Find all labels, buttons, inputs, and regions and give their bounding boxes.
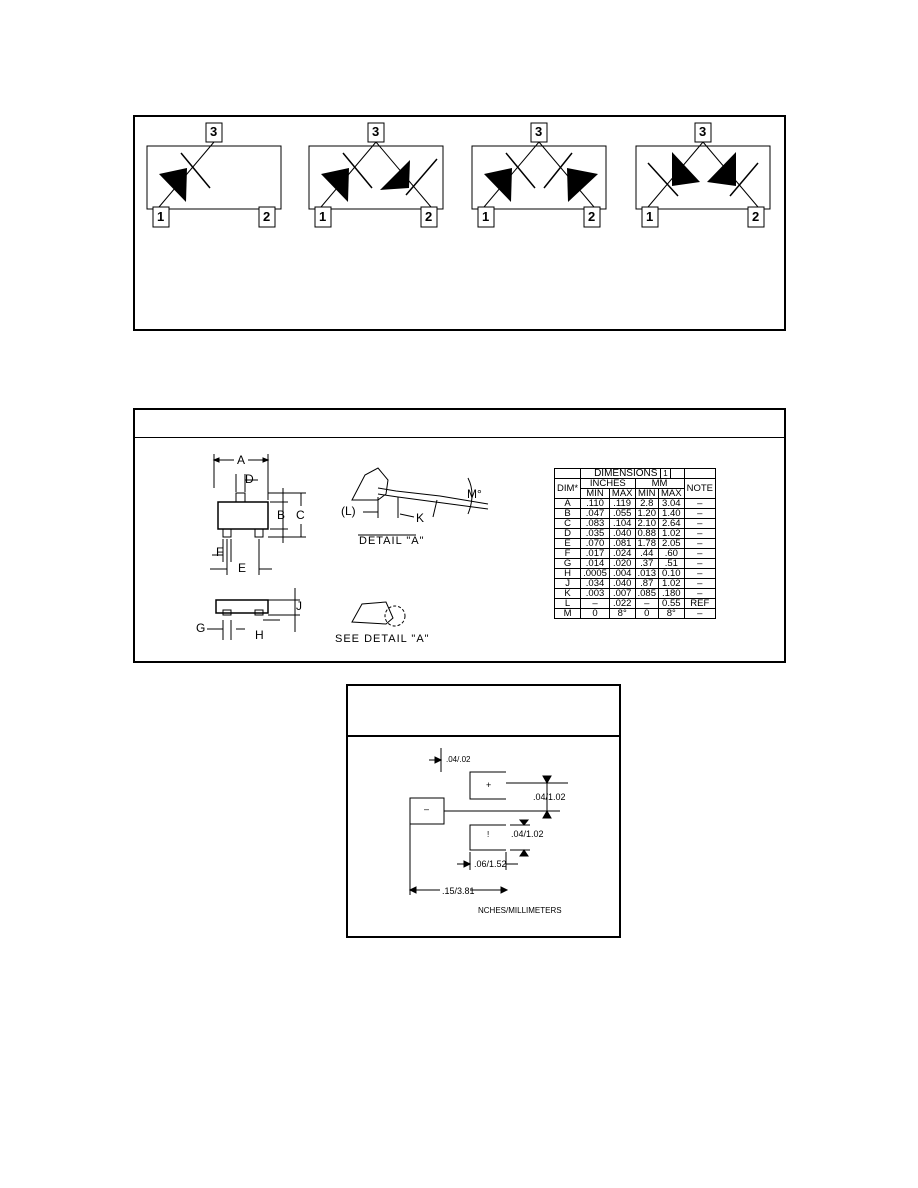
cell-in-min: .047 bbox=[581, 509, 610, 519]
detail-a-caption: DETAIL "A" bbox=[359, 535, 425, 547]
dim-label-g: G bbox=[196, 621, 206, 635]
cell-dim: E bbox=[555, 539, 581, 549]
cell-note: – bbox=[684, 549, 715, 559]
cell-dim: G bbox=[555, 559, 581, 569]
cell-note: – bbox=[684, 499, 715, 509]
cell-dim: F bbox=[555, 549, 581, 559]
cell-in-max: 8° bbox=[609, 609, 635, 619]
cell-note: – bbox=[684, 569, 715, 579]
cell-in-min: .070 bbox=[581, 539, 610, 549]
config-2-pin-2-label: 2 bbox=[425, 209, 433, 224]
cell-dim: D bbox=[555, 529, 581, 539]
cell-mm-min: – bbox=[635, 599, 659, 609]
cell-mm-min: 1.78 bbox=[635, 539, 659, 549]
cell-note: – bbox=[684, 579, 715, 589]
cell-mm-min: 0.88 bbox=[635, 529, 659, 539]
config-4-pin-1-label: 1 bbox=[646, 209, 654, 224]
cell-mm-min: 0 bbox=[635, 609, 659, 619]
cell-in-max: .022 bbox=[609, 599, 635, 609]
cell-in-min: .035 bbox=[581, 529, 610, 539]
cell-in-max: .055 bbox=[609, 509, 635, 519]
cell-in-max: .104 bbox=[609, 519, 635, 529]
cell-note: REF bbox=[684, 599, 715, 609]
cell-dim: H bbox=[555, 569, 581, 579]
dim-label-h: H bbox=[255, 628, 264, 642]
dim-label-e: E bbox=[238, 561, 247, 575]
cell-in-min: .017 bbox=[581, 549, 610, 559]
cell-note: – bbox=[684, 529, 715, 539]
cell-note: – bbox=[684, 559, 715, 569]
cell-mm-max: .180 bbox=[659, 589, 685, 599]
cell-note: – bbox=[684, 589, 715, 599]
cell-dim: K bbox=[555, 589, 581, 599]
see-detail-a-caption: SEE DETAIL "A" bbox=[335, 633, 430, 645]
cell-mm-min: 2.10 bbox=[635, 519, 659, 529]
cell-dim: M bbox=[555, 609, 581, 619]
dimensions-table-title: DIMENSIONS 1 bbox=[581, 469, 684, 479]
cell-in-min: .0005 bbox=[581, 569, 610, 579]
config-1-pin-1-label: 1 bbox=[157, 209, 165, 224]
dim-label-m: M° bbox=[467, 487, 482, 501]
cell-in-max: .020 bbox=[609, 559, 635, 569]
config-2-pin-1-label: 1 bbox=[319, 209, 327, 224]
cell-mm-max: .51 bbox=[659, 559, 685, 569]
dim-label-d: D bbox=[245, 472, 254, 486]
col-note-header: NOTE bbox=[684, 479, 715, 499]
config-3-pin-3-label: 3 bbox=[535, 124, 543, 139]
dim-label-c: C bbox=[296, 508, 305, 522]
cell-mm-min: .085 bbox=[635, 589, 659, 599]
pad-units-label: NCHES/MILLIMETERS bbox=[478, 906, 562, 915]
pad-left-mark: – bbox=[424, 804, 430, 814]
cell-in-max: .119 bbox=[609, 499, 635, 509]
config-1-pin-3-label: 3 bbox=[210, 124, 218, 139]
col-mm-header: MM bbox=[635, 479, 684, 489]
cell-mm-max: 8° bbox=[659, 609, 685, 619]
cell-mm-max: 0.10 bbox=[659, 569, 685, 579]
cell-dim: J bbox=[555, 579, 581, 589]
dim-label-b: B bbox=[277, 508, 286, 522]
cell-mm-max: 3.04 bbox=[659, 499, 685, 509]
sub-header-mm-min: MIN bbox=[635, 489, 659, 499]
col-inches-header: INCHES bbox=[581, 479, 635, 489]
cell-mm-max: 2.05 bbox=[659, 539, 685, 549]
cell-mm-min: .87 bbox=[635, 579, 659, 589]
config-1-pin-2-label: 2 bbox=[263, 209, 271, 224]
config-4-pin-2-label: 2 bbox=[752, 209, 760, 224]
col-dim-header: DIM* bbox=[555, 479, 581, 499]
dimensions-note-box: 1 bbox=[660, 468, 670, 479]
cell-dim: C bbox=[555, 519, 581, 529]
sub-header-inch-min: MIN bbox=[581, 489, 610, 499]
pad-bottom-mark: ! bbox=[487, 830, 490, 839]
cell-in-max: .040 bbox=[609, 579, 635, 589]
cell-in-min: .083 bbox=[581, 519, 610, 529]
cell-in-min: .003 bbox=[581, 589, 610, 599]
cell-mm-max: 2.64 bbox=[659, 519, 685, 529]
cell-in-max: .024 bbox=[609, 549, 635, 559]
cell-note: – bbox=[684, 609, 715, 619]
cell-in-max: .004 bbox=[609, 569, 635, 579]
cell-dim: B bbox=[555, 509, 581, 519]
dim-label-a: A bbox=[237, 453, 246, 467]
cell-in-min: 0 bbox=[581, 609, 610, 619]
pad-top-mark: + bbox=[486, 780, 492, 790]
cell-in-min: .110 bbox=[581, 499, 610, 509]
cell-dim: A bbox=[555, 499, 581, 509]
config-3-pin-1-label: 1 bbox=[482, 209, 490, 224]
cell-mm-min: .44 bbox=[635, 549, 659, 559]
cell-note: – bbox=[684, 509, 715, 519]
cell-mm-min: 1.20 bbox=[635, 509, 659, 519]
cell-mm-max: .60 bbox=[659, 549, 685, 559]
cell-in-max: .081 bbox=[609, 539, 635, 549]
config-2-pin-3-label: 3 bbox=[372, 124, 380, 139]
cell-note: – bbox=[684, 519, 715, 529]
cell-mm-max: 1.02 bbox=[659, 579, 685, 589]
cell-in-max: .007 bbox=[609, 589, 635, 599]
cell-in-min: – bbox=[581, 599, 610, 609]
dim-label-k: K bbox=[416, 511, 425, 525]
cell-mm-max: 1.40 bbox=[659, 509, 685, 519]
cell-mm-max: 0.55 bbox=[659, 599, 685, 609]
sub-header-inch-max: MAX bbox=[609, 489, 635, 499]
cell-in-max: .040 bbox=[609, 529, 635, 539]
config-4-pin-3-label: 3 bbox=[699, 124, 707, 139]
cell-in-min: .014 bbox=[581, 559, 610, 569]
dim-label-f: F bbox=[216, 545, 224, 559]
cell-mm-min: 2.8 bbox=[635, 499, 659, 509]
cell-mm-min: .37 bbox=[635, 559, 659, 569]
dim-label-l: (L) bbox=[341, 504, 356, 518]
cell-dim: L bbox=[555, 599, 581, 609]
pad-dim-total: .15/3.81 bbox=[442, 886, 475, 896]
sub-header-mm-max: MAX bbox=[659, 489, 685, 499]
dim-label-j: J bbox=[296, 599, 302, 613]
config-3-pin-2-label: 2 bbox=[588, 209, 596, 224]
pad-dim-top: .04/.02 bbox=[446, 755, 471, 764]
cell-mm-min: .013 bbox=[635, 569, 659, 579]
pad-dim-width: .06/1.52 bbox=[474, 859, 507, 869]
cell-note: – bbox=[684, 539, 715, 549]
cell-mm-max: 1.02 bbox=[659, 529, 685, 539]
pad-dim-gap-upper: .04/1.02 bbox=[533, 792, 566, 802]
cell-in-min: .034 bbox=[581, 579, 610, 589]
pad-dim-gap-lower: .04/1.02 bbox=[511, 829, 544, 839]
